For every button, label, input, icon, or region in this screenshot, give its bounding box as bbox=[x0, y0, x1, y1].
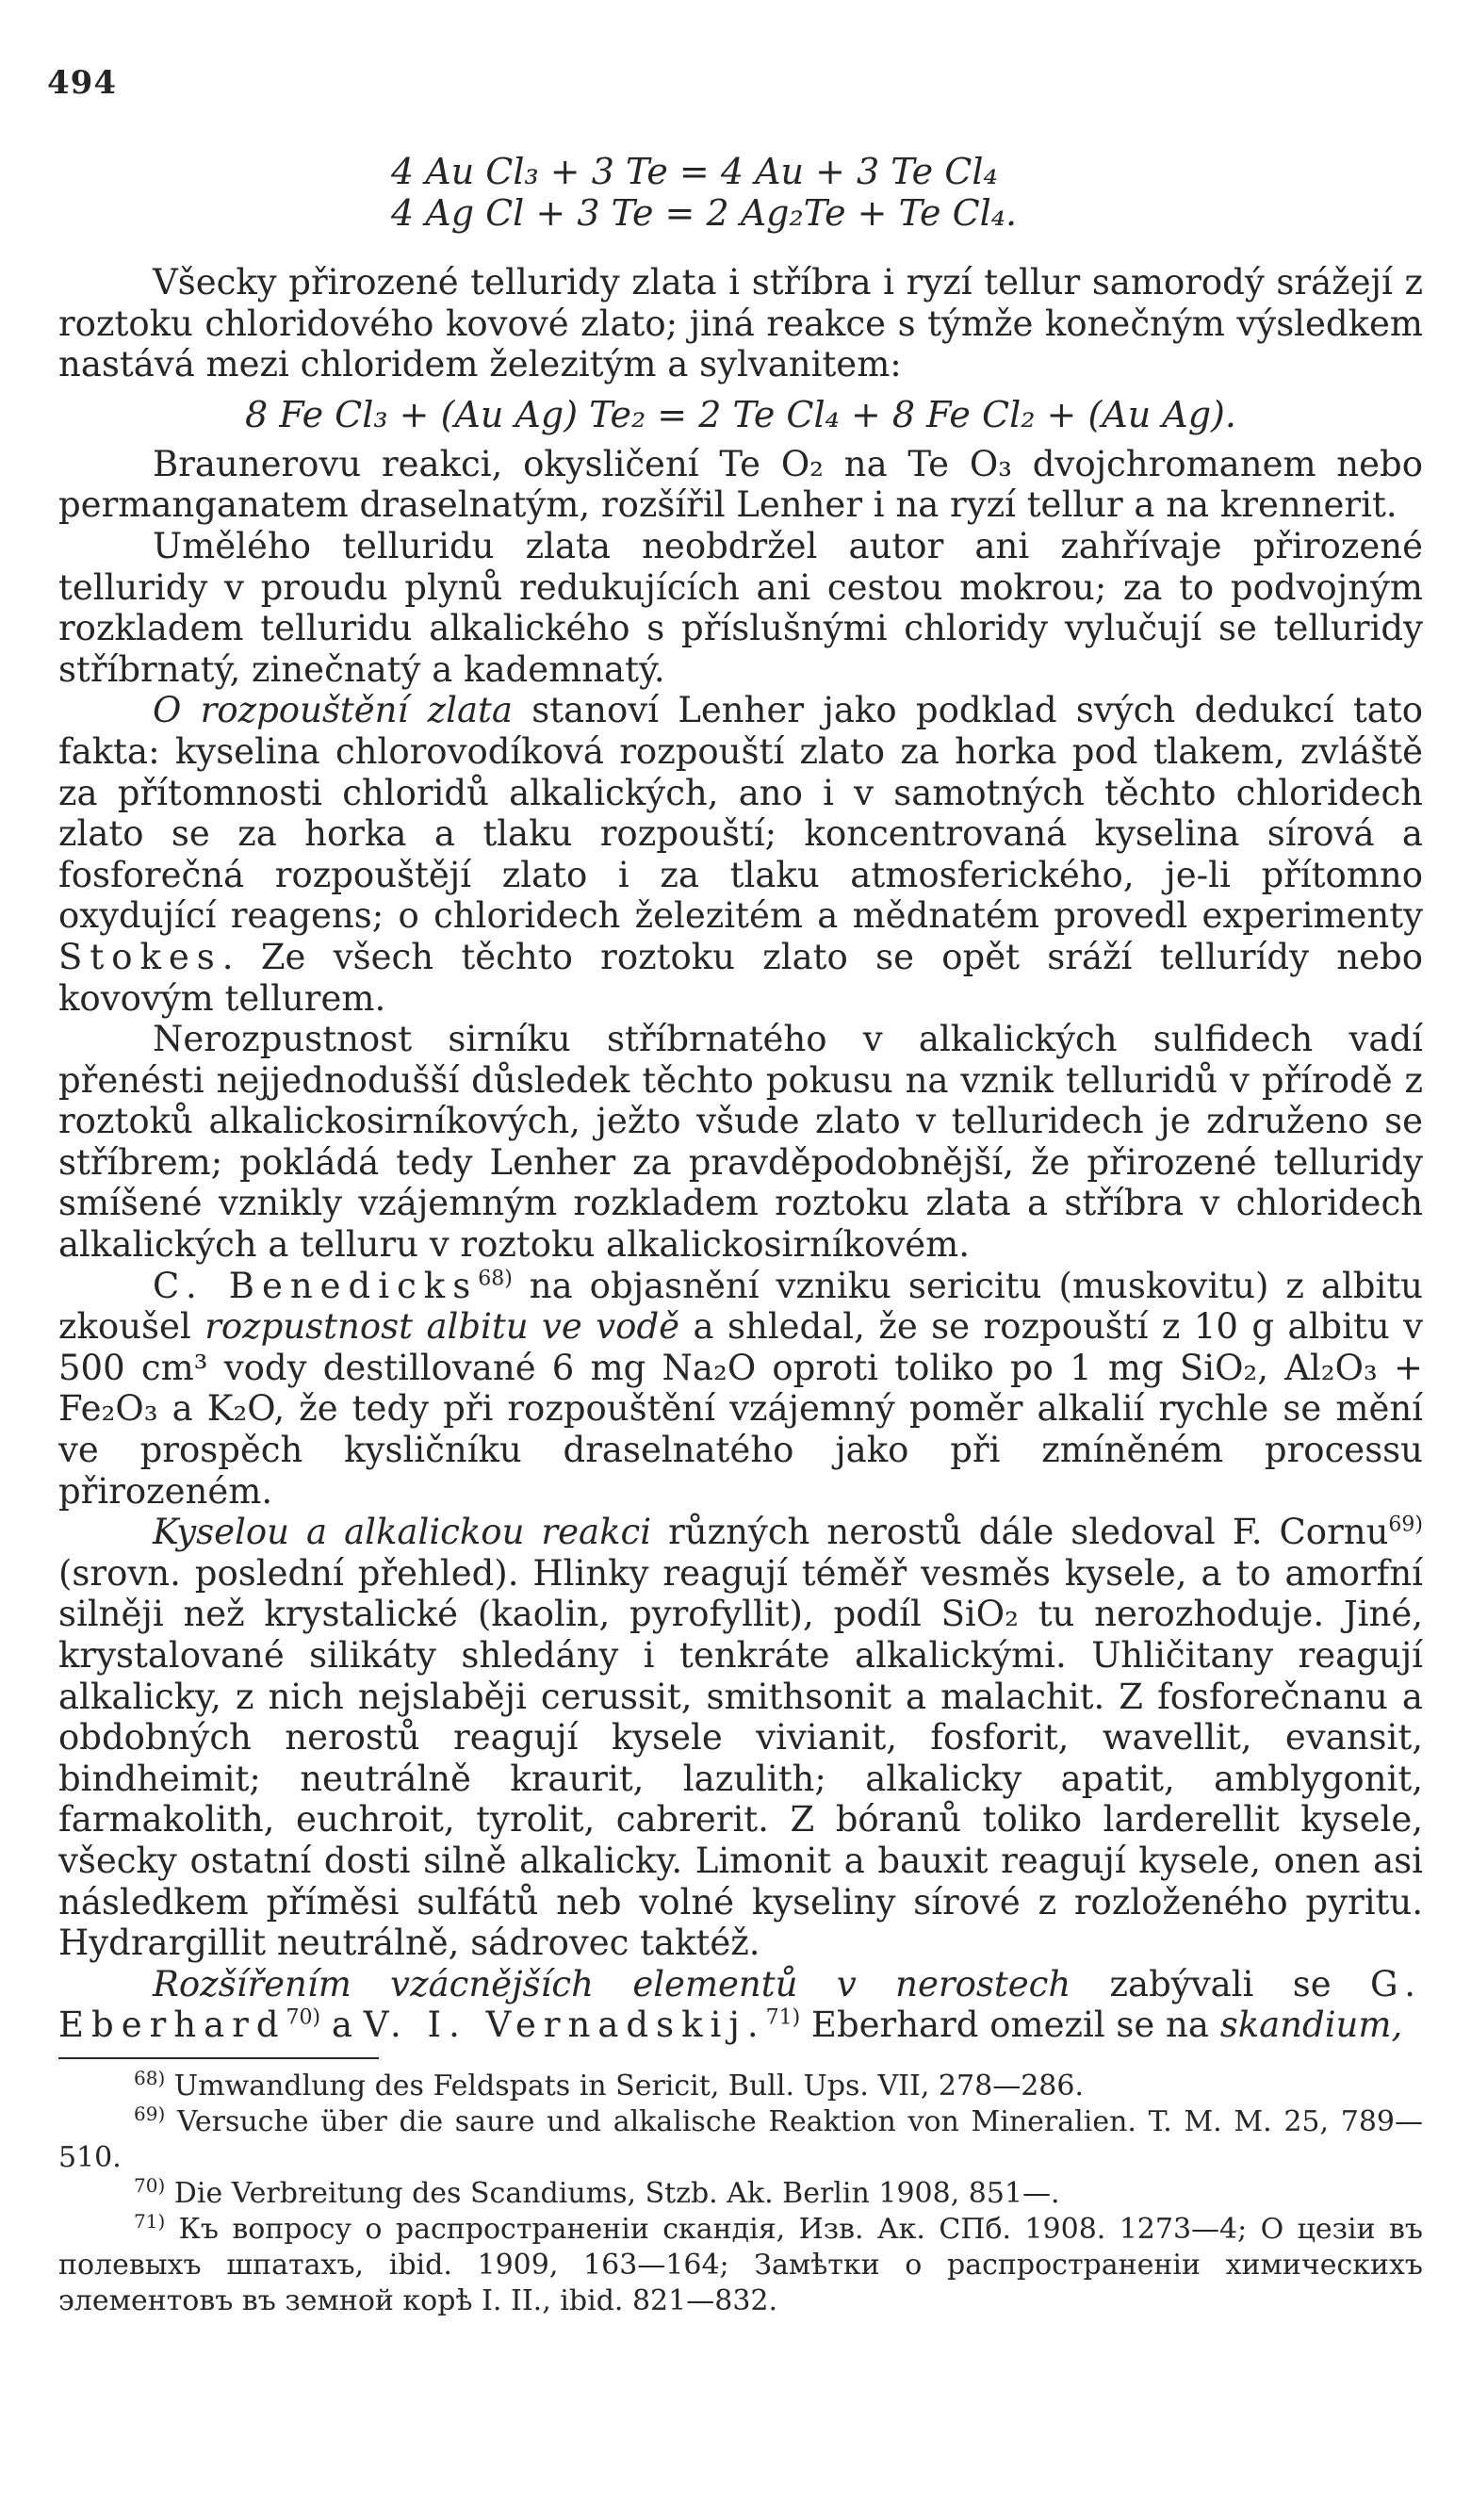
equation-block bbox=[391, 151, 1145, 234]
footnote-divider bbox=[58, 2057, 379, 2059]
paragraph-acid-alkaline: Kyselou a alkalickou reakci různých nerostů dále sledoval F. Cornu$^{69)}$ (srovn. poslední přehled). Hlinky reagují téměř vesměs kysele, a to amorfní silněji než krystalické (kaolin, pyrofyllit), podíl SiO₂ tu nerozhoduje. Jiné, krystalované silikáty shledány i tenkráte alkalickými. Uhličitany reagují alkalicky, z nich nejslaběji cerussit, smithsonit a malachit. Z fosforečnanu a obdobných nerostů reagují kysele vivianit, fosforit, wavellit, evansit, bindheimit; neutrálně kraurit, lazulith; alkalicky apatit, amblygonit, farmakolith, euchroit, tyrolit, cabrerit. Z bóranů toliko larderellit kysele, všecky ostatní dosti silně alkalicky. Limonit a bauxit reagují kysele, onen asi následkem příměsi sulfátů neb volné kyseliny sírové z rozloženého pyritu. Hydrargillit neutrálně, sádrovec taktéž. bbox=[58, 1512, 1423, 1964]
paragraph-rare-elements: Rozšířením vzácnějších elementů v nerostech zabývali se G. Eberhard$^{70)}$ a V. I. Vernadskij.$^{71)}$ Eberhard omezil se na skandium, bbox=[58, 1963, 1424, 2046]
term-scandium: skandium, bbox=[1219, 2005, 1403, 2046]
paragraph-silver-sulfide: Nerozpustnost sirníku stříbrnatého v alkalických sulfidech vadí přenésti nejjednodušší důsledek těchto pokusu na vznik telluridů v přírodě z roztoků alkalickosirníkových, ježto všude zlato v telluridech je združeno se stříbrem; pokládá tedy Lenher za pravděpodobnější, že přirozené telluridy smíšené vznikly vzájemným rozkladem roztoku zlata a stříbra v chloridech alkalických a telluru v roztoku alkalickosirníkovém. bbox=[58, 1019, 1423, 1266]
footnote-69: $^{69)}$ Versuche über die saure und alkalische Reaktion von Mineralien. T. M. M. 25, 789—510. bbox=[58, 2103, 1423, 2174]
footnote-71: $^{71)}$ Къ вопросу о распространенiи скандiя, Изв. Ак. СПб. 1908. 1273—4; О цезiи въ полевыхъ шпатахъ, ibid. 1909, 163—164; Замѣтки о распространенiи химическихъ элементовъ въ земной корѣ I. II., ibid. 821—832. bbox=[58, 2210, 1423, 2317]
footnote-ref-71: 71) bbox=[765, 2006, 801, 2031]
paragraph-albite: C. Benedicks$^{68)}$ na objasnění vzniku sericitu (muskovitu) z albitu zkoušel rozpustnost albitu ve vodě a shledal, že se rozpouští z 10 g albitu v 500 cm³ vody destillované 6 mg Na₂O oproti toliko po 1 mg SiO₂, Al₂O₃ + Fe₂O₃ a K₂O, že tedy při rozpouštění vzájemný poměr alkalií rychle se mění ve prospěch kysličníku draselnatého jako při zmíněném processu přirozeném. bbox=[58, 1265, 1424, 1512]
footnote-70: $^{70)}$ Die Verbreitung des Scandiums, Stzb. Ak. Berlin 1908, 851—. bbox=[134, 2174, 1060, 2210]
section-lead-elements: Rozšířením vzácnějších elementů v nerostech bbox=[153, 1963, 1071, 2005]
footnote-ref-68: 68) bbox=[478, 1267, 513, 1291]
footnotes bbox=[58, 2069, 1423, 2319]
page-number: 494 bbox=[47, 64, 117, 102]
paragraph-gold-dissolution: O rozpouštění zlata stanoví Lenher jako podklad svých dedukcí tato fakta: kyselina chlorovodíková rozpouští zlato za horka pod tlakem, zvláště za přítomnosti chloridů alkalických, ano i v samotných těchto chloridech zlato se za horka a tlaku rozpouští; koncentrovaná kyselina sírová a fosforečná rozpouštějí zlato i za tlaku atmosferického, je-li přítomno oxydující reagens; o chloridech železitém a mědnatém provedl experimenty Stokes. Ze všech těchto roztoku zlato se opět sráží tellurídy nebo kovovým tellurem. bbox=[58, 690, 1423, 1019]
paragraph-tellurides: Všecky přirozené telluridy zlata i stříbra i ryzí tellur samorodý srážejí z roztoku chloridového kovové zlato; jiná reakce s týmže konečným výsledkem nastává mezi chloridem železitým a sylvanitem: bbox=[58, 262, 1423, 385]
author-benedicks: C. Benedicks bbox=[153, 1265, 479, 1306]
equation-iron-chloride: 8 Fe Cl₃ + (Au Ag) Te₂ = 2 Te Cl₄ + 8 Fe Cl₂ + (Au Ag). bbox=[245, 393, 1236, 435]
equation-silver-chloride: 4 Ag Cl + 3 Te = 2 Ag₂Te + Te Cl₄. bbox=[391, 192, 1018, 234]
author-eberhard: G. Eberhard bbox=[58, 1963, 1424, 2046]
footnote-ref-70: 70) bbox=[286, 2006, 321, 2031]
footnote-68: $^{68)}$ Umwandlung des Feldspats in Sericit, Bull. Ups. VII, 278—286. bbox=[134, 2067, 1084, 2103]
paragraph-brauner: Braunerovu reakci, okysličení Te O₂ na Te O₃ dvojchromanem nebo permanganatem draselnatým, rozšířil Lenher i na ryzí tellur a na krennerit. bbox=[58, 443, 1423, 526]
equation-gold-chloride: 4 Au Cl₃ + 3 Te = 4 Au + 3 Te Cl₄ bbox=[391, 151, 998, 192]
paragraph-artificial-telluride: Umělého telluridu zlata neobdržel autor ani zahřívaje přirozené telluridy v proudu plynů redukujících ani cestou mokrou; za to podvojným rozkladem telluridu alkalického s příslušnými chloridy vylučují se telluridy stříbrnatý, zinečnatý a kademnatý. bbox=[58, 525, 1423, 690]
section-lead-reaction: Kyselou a alkalickou reakci bbox=[153, 1512, 652, 1553]
body-text bbox=[58, 262, 1423, 2046]
section-lead-gold: O rozpouštění zlata bbox=[153, 690, 513, 731]
author-stokes: Stokes bbox=[58, 936, 222, 977]
phrase-albite-solubility: rozpustnost albitu ve vodě bbox=[204, 1306, 680, 1348]
footnote-ref-69: 69) bbox=[1388, 1513, 1423, 1537]
author-vernadskij: V. I. Vernadskij. bbox=[363, 2005, 766, 2046]
